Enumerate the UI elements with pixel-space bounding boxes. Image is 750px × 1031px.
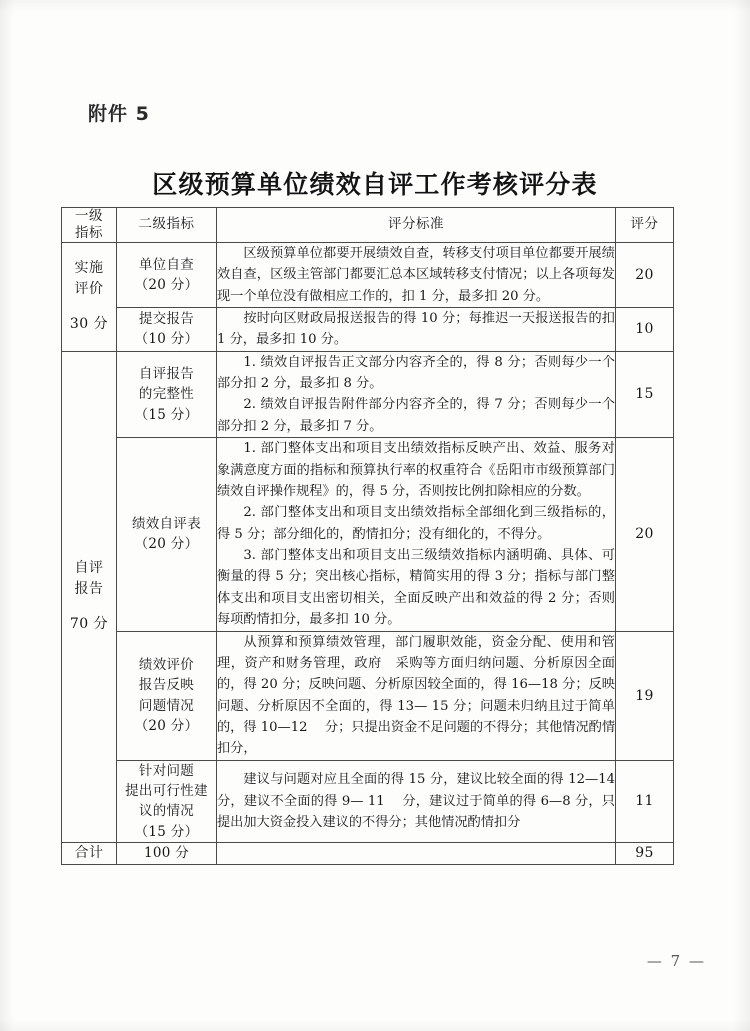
table-row: [62, 351, 674, 438]
criteria-paragraph: 2. 绩效自评报告附件部分内容齐全的，得 7 分；否则每少一个部分扣 2 分，最多扣 7 分。: [217, 397, 615, 434]
cell-criteria: [217, 438, 616, 631]
level1-line2: 评价: [74, 281, 104, 298]
criteria-paragraph: 1. 绩效自评报告正文部分内容齐全的，得 8 分；否则每少一个部分扣 2 分，最多扣 8 分。: [217, 354, 615, 391]
criteria-paragraph: 区级预算单位都要开展绩效自查，转移支付项目单位都要开展绩效自查，区级主管部门都要汇总本区域转移支付情况；以上各项每发现一个单位没有做相应工作的，扣 1 分，最多扣 20 分。: [217, 245, 615, 304]
cell-level2-feasible-suggestions: [117, 760, 217, 842]
cell-score: 20: [616, 242, 674, 307]
level2-line2: （10 分）: [134, 331, 199, 348]
cell-criteria: [217, 631, 616, 760]
level2-line1: 绩效自评表: [132, 516, 201, 533]
cell-score: 15: [616, 351, 674, 438]
cell-level2-performance-self-eval-form: [117, 438, 217, 631]
table-row: [62, 760, 674, 842]
cell-level2-self-inspection: [117, 242, 217, 307]
level2-line3: 议的情况: [138, 803, 195, 820]
level2-line1: 绩效评价: [138, 657, 195, 674]
level2-line2: （20 分）: [134, 276, 199, 293]
attachment-label: 附件 5: [88, 103, 150, 125]
cell-total-criteria: [217, 842, 616, 864]
level2-line1: 提交报告: [138, 311, 195, 327]
page-title: 区级预算单位绩效自评工作考核评分表: [152, 170, 598, 199]
level2-line2: 报告反映: [138, 677, 195, 694]
level1-line3: 70 分: [69, 616, 109, 633]
level1-line2: 报告: [74, 581, 104, 598]
column-header-level2: 二级指标: [117, 208, 217, 243]
level2-line4: （20 分）: [134, 717, 199, 734]
cell-level1-self-evaluation-report: [62, 351, 117, 842]
level2-line2: 的完整性: [138, 386, 195, 403]
criteria-paragraph: 建议与问题对应且全面的得 15 分，建议比较全面的得 12—14 分，建议不全面的得 9— 11 分，建议过于简单的得 6—8 分，只提出加大资金投入建议的不得分；其他情况酌情扣分: [217, 772, 615, 830]
column-header-score: 评分: [616, 208, 674, 243]
column-header-criteria: 评分标准: [217, 208, 616, 243]
level2-line3: 问题情况: [138, 697, 195, 714]
level2-line1: 自评报告: [138, 366, 195, 382]
cell-score: 20: [616, 438, 674, 631]
criteria-paragraph: 从预算和预算绩效管理，部门履职效能，资金分配、使用和管理，资产和财务管理，政府 采购等方面归纳问题、分析原因全面的，得 20 分；反映问题、分析原因较全面的，得 16—18 分；反映问题、分析原因不全面的，得 13— 15 分；问题未归纳且过于简单的，得 10—12 分；只提出资金不足问题的不得分；其他情况酌情扣分，: [217, 634, 616, 757]
page-number: — 7 —: [646, 952, 706, 970]
cell-criteria: [217, 351, 616, 438]
cell-level2-report-problem-reflection: [117, 631, 217, 760]
criteria-paragraph: 1. 部门整体支出和项目支出绩效指标反映产出、效益、服务对象满意度方面的指标和预算执行率的权重符合《岳阳市市级预算部门绩效自评操作规程》的，得 5 分，否则按比例扣除相应的分数。: [217, 441, 615, 499]
spacer: [62, 300, 116, 314]
cell-total-value: 100 分: [117, 842, 217, 864]
cell-criteria: [217, 760, 616, 842]
column-header-level1-line1: 一级: [75, 208, 103, 224]
level1-line3: 30 分: [69, 316, 109, 333]
cell-criteria: [217, 242, 616, 307]
table-header-row: [62, 208, 674, 243]
level2-line2: （20 分）: [134, 536, 199, 553]
score-table: [61, 207, 674, 865]
column-header-level1: [62, 208, 117, 243]
level2-line4: （15 分）: [134, 823, 199, 840]
cell-level2-submit-report: [117, 307, 217, 351]
table-total-row: [62, 842, 674, 864]
spacer: [62, 600, 116, 614]
level1-line1: 实施: [74, 260, 104, 277]
level2-line1: 单位自查: [138, 256, 195, 273]
criteria-paragraph: 2. 部门整体支出和项目支出绩效指标全部细化到三级指标的，得 5 分；部分细化的，酌情扣分；没有细化的，不得分。: [217, 505, 615, 542]
cell-level2-report-completeness: [117, 351, 217, 438]
cell-total-score: 95: [616, 842, 674, 864]
criteria-paragraph: 按时向区财政局报送报告的得 10 分；每推迟一天报送报告的扣 1 分，最多扣 10 分。: [217, 310, 615, 348]
cell-total-label: 合计: [62, 842, 117, 864]
level2-line2: 提出可行性建: [125, 783, 208, 799]
table-row: [62, 438, 674, 631]
cell-level1-implementation: [62, 242, 117, 351]
table-row: [62, 242, 674, 307]
cell-score: 10: [616, 307, 674, 351]
criteria-paragraph: 3. 部门整体支出和项目支出三级绩效指标内涵明确、具体、可衡量的得 5 分；突出核心指标，精简实用的得 3 分；指标与部门整体支出和项目支出密切相关，全面反映产出和效益的得 2 分；否则每项酌情扣分，最多扣 10 分。: [217, 548, 615, 628]
cell-score: 19: [616, 631, 674, 760]
table-row: [62, 631, 674, 760]
cell-criteria: [217, 307, 616, 351]
cell-score: 11: [616, 760, 674, 842]
table-row: [62, 307, 674, 351]
column-header-level1-line2: 指标: [75, 224, 103, 241]
level2-line1: 针对问题: [138, 762, 195, 779]
level1-line1: 自评: [74, 560, 104, 577]
level2-line3: （15 分）: [134, 406, 199, 423]
